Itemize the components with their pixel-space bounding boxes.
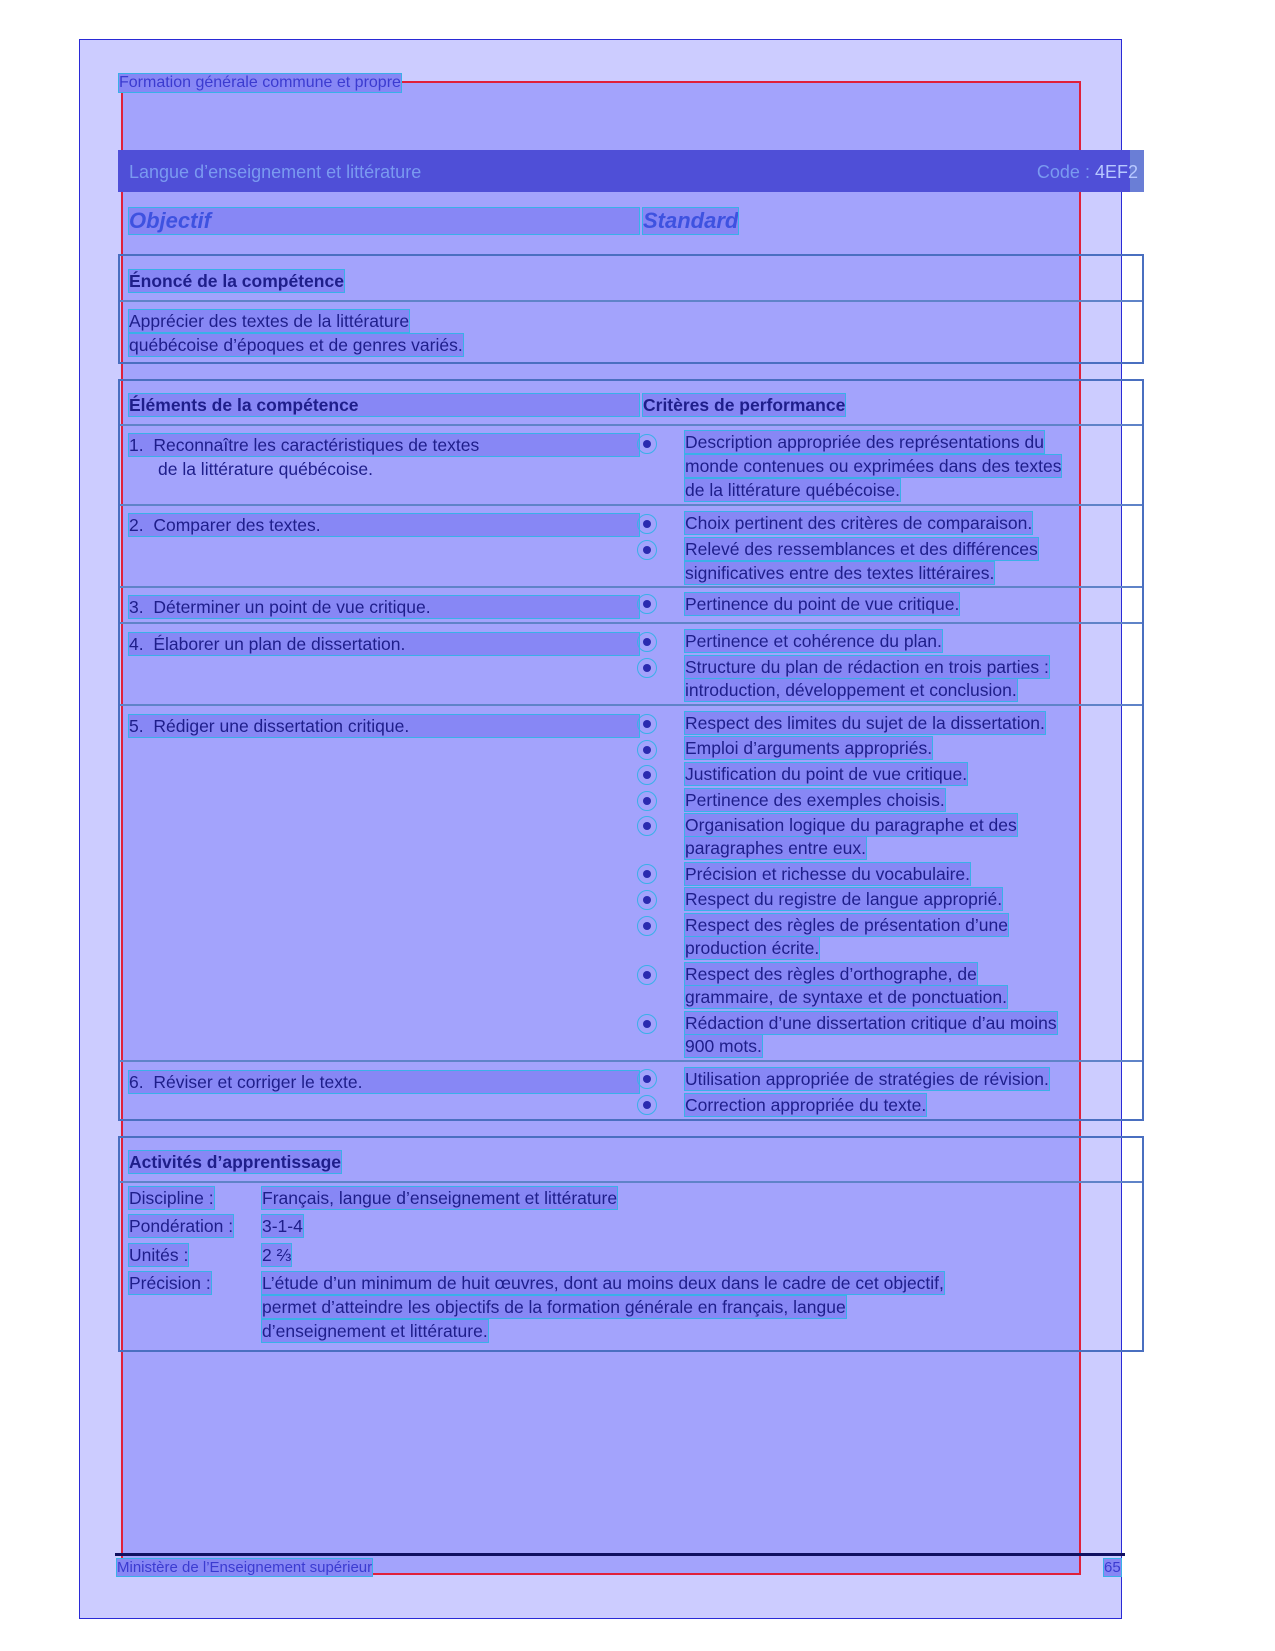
competence-line-1: Apprécier des textes de la littérature — [129, 311, 410, 331]
bullet-icon — [643, 771, 651, 779]
criterion-cont: introduction, développement et conclusion. — [685, 680, 1017, 700]
objectif-heading: Objectif — [129, 208, 639, 234]
bullet-icon — [643, 638, 651, 646]
criterion: Respect des limites du sujet de la dissertation. — [685, 713, 1045, 733]
document-header-line: Formation générale commune et propre — [119, 74, 401, 91]
element-row-1: 1. Reconnaître les caractéristiques de textes — [129, 434, 639, 456]
bullet-icon — [643, 822, 651, 830]
element-row-6: 6. Réviser et corriger le texte. — [129, 1071, 639, 1093]
footer-rule — [115, 1553, 1125, 1556]
element-row-5: 5. Rédiger une dissertation critique. — [129, 715, 639, 737]
row-separator — [120, 704, 1142, 706]
row-separator — [120, 1060, 1142, 1062]
unites-label: Unités : — [129, 1245, 189, 1265]
bullet-icon — [643, 1075, 651, 1083]
criterion-cont: significatives entre des textes littéraires. — [685, 563, 995, 583]
criterion: Organisation logique du paragraphe et des — [685, 815, 1017, 835]
element-row-2: 2. Comparer des textes. — [129, 514, 639, 536]
criterion: Respect des règles de présentation d’une — [685, 915, 1008, 935]
row-separator — [120, 504, 1142, 506]
criterion-cont: monde contenues ou exprimées dans des textes — [685, 456, 1062, 476]
bullet-icon — [643, 746, 651, 754]
bullet-icon — [643, 896, 651, 904]
criterion: Respect des règles d’orthographe, de — [685, 964, 977, 984]
ponderation-value: 3-1-4 — [262, 1216, 303, 1236]
row-separator — [120, 622, 1142, 624]
bullet-icon — [643, 720, 651, 728]
bullet-icon — [643, 971, 651, 979]
elements-heading: Éléments de la compétence — [129, 394, 639, 416]
criterion: Précision et richesse du vocabulaire. — [685, 864, 971, 884]
bullet-icon — [643, 546, 651, 554]
competence-line-2: québécoise d’époques et de genres variés. — [129, 335, 463, 355]
bullet-icon — [643, 440, 651, 448]
criterion: Description appropriée des représentations du — [685, 432, 1044, 452]
bullet-icon — [643, 797, 651, 805]
activites-separator — [120, 1181, 1142, 1183]
precision-line-3: d’enseignement et littérature. — [262, 1321, 488, 1341]
unites-value: 2 ⅔ — [262, 1245, 292, 1265]
criterion: Pertinence du point de vue critique. — [685, 594, 960, 614]
criterion-cont: 900 mots. — [685, 1036, 762, 1056]
bullet-icon — [643, 870, 651, 878]
element-row-1-cont: de la littérature québécoise. — [158, 459, 373, 479]
standard-heading: Standard — [643, 208, 739, 233]
criterion: Pertinence et cohérence du plan. — [685, 631, 942, 651]
course-code — [1037, 162, 1138, 183]
bullet-icon — [643, 1101, 651, 1109]
element-row-3: 3. Déterminer un point de vue critique. — [129, 596, 639, 618]
precision-line-1: L’étude d’un minimum de huit œuvres, dont au moins deux dans le cadre de cet objectif, — [262, 1273, 944, 1293]
criterion: Emploi d’arguments appropriés. — [685, 738, 933, 758]
criterion: Utilisation appropriée de stratégies de révision. — [685, 1069, 1049, 1089]
discipline-value: Français, langue d’enseignement et littérature — [262, 1188, 618, 1208]
competence-separator — [120, 300, 1142, 302]
criteria-heading: Critères de performance — [643, 395, 846, 415]
criterion-cont: production écrite. — [685, 938, 820, 958]
bullet-icon — [643, 1020, 651, 1028]
row-separator — [120, 586, 1142, 588]
criterion: Relevé des ressemblances et des différences — [685, 539, 1038, 559]
criterion: Choix pertinent des critères de comparaison. — [685, 513, 1033, 533]
code-value: 4EF2 — [1094, 162, 1138, 182]
footer-ministry: Ministère de l’Enseignement supérieur — [117, 1559, 373, 1576]
criterion: Pertinence des exemples choisis. — [685, 790, 945, 810]
elements-separator — [120, 424, 1142, 426]
criterion-cont: de la littérature québécoise. — [685, 480, 900, 500]
discipline-label: Discipline : — [129, 1188, 214, 1208]
course-title: Langue d’enseignement et littérature — [129, 162, 422, 182]
criterion: Correction appropriée du texte. — [685, 1095, 927, 1115]
activites-heading: Activités d’apprentissage — [129, 1152, 342, 1172]
bullet-icon — [643, 664, 651, 672]
competence-heading: Énoncé de la compétence — [129, 271, 344, 291]
code-label: Code : — [1036, 162, 1090, 182]
elements-section — [118, 379, 1144, 1121]
criterion-cont: paragraphes entre eux. — [685, 838, 866, 858]
precision-label: Précision : — [129, 1273, 211, 1293]
criterion: Rédaction d’une dissertation critique d’au moins — [685, 1013, 1057, 1033]
precision-line-2: permet d’atteindre les objectifs de la formation générale en français, langue — [262, 1297, 846, 1317]
bullet-icon — [643, 600, 651, 608]
ponderation-label: Pondération : — [129, 1216, 234, 1236]
element-row-4: 4. Élaborer un plan de dissertation. — [129, 633, 639, 655]
criterion: Structure du plan de rédaction en trois parties : — [685, 657, 1049, 677]
criterion: Justification du point de vue critique. — [685, 764, 968, 784]
footer-page-number: 65 — [1104, 1559, 1121, 1576]
criterion: Respect du registre de langue approprié. — [685, 889, 1003, 909]
bullet-icon — [643, 520, 651, 528]
bullet-icon — [643, 922, 651, 930]
criterion-cont: grammaire, de syntaxe et de ponctuation. — [685, 987, 1007, 1007]
